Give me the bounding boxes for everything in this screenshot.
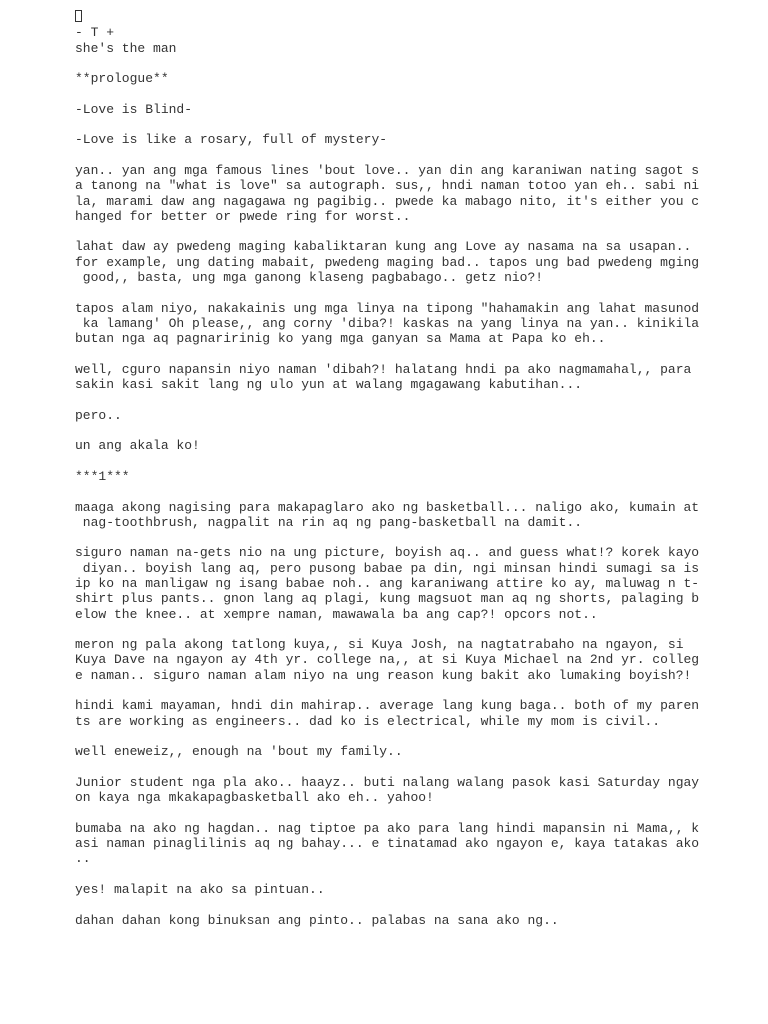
paragraph: [75, 698, 700, 729]
paragraph-line: -Love is Blind-: [75, 101, 193, 117]
document-marker: - T +: [75, 25, 115, 41]
paragraph: [75, 362, 695, 393]
paragraph: [75, 545, 700, 622]
document-title: she's the man: [75, 40, 177, 56]
paragraph-line: ***1***: [75, 468, 130, 484]
paragraph-line: good,, basta, ung mga ganong klaseng pagbabago.. getz nio?!: [75, 270, 544, 286]
paragraph-line: lahat daw ay pwedeng maging kabaliktaran kung ang Love ay nasama na sa usapan..: [75, 239, 692, 255]
paragraph-line: ka lamang' Oh please,, ang corny 'diba?! kaskas na yang linya na yan.. kinikila: [75, 315, 700, 331]
paragraph-line: e naman.. siguro naman alam niyo na ung reason kung bakit ako lumaking boyish?!: [75, 667, 692, 683]
paragraph: [75, 438, 695, 453]
paragraph: [75, 162, 700, 224]
paragraph-line: maaga akong nagising para makapaglaro ako ng basketball... naligo ako, kumain at: [75, 499, 700, 515]
paragraph-line: **prologue**: [75, 71, 169, 87]
paragraph-line: on kaya nga mkakapagbasketball ako eh.. yahoo!: [75, 790, 434, 806]
paragraph-line: shirt plus pants.. gnon lang aq plagi, kung magsuot man aq ng shorts, palaging b: [75, 591, 700, 607]
paragraph-line: elow the knee.. at xempre naman, mawawala ba ang cap?! opcors not..: [75, 606, 598, 622]
paragraph: [75, 820, 700, 867]
paragraph: [75, 882, 695, 897]
paragraph-line: yes! malapit na ako sa pintuan..: [75, 881, 325, 897]
paragraph: [75, 239, 700, 286]
paragraph-line: un ang akala ko!: [75, 438, 200, 454]
document-body: [75, 71, 700, 928]
paragraph-line: pero..: [75, 407, 122, 423]
paragraph: [75, 637, 700, 683]
paragraph-line: ts are working as engineers.. dad ko is electrical, while my mom is civil..: [75, 713, 661, 729]
paragraph-line: dahan dahan kong binuksan ang pinto.. palabas na sana ako ng..: [75, 912, 559, 928]
paragraph-line: nag-toothbrush, nagpalit na rin aq ng pang-basketball na damit..: [75, 514, 583, 530]
paragraph: [75, 408, 695, 423]
paragraph-line: for example, ung dating mabait, pwedeng maging bad.. tapos ung bad pwedeng mging: [75, 254, 700, 270]
paragraph-line: asi naman pinaglilinis aq ng bahay... e tinatamad ako ngayon e, kaya tatakas ako: [75, 836, 700, 852]
paragraph: [75, 132, 695, 147]
document-header-glyph: [75, 10, 695, 25]
paragraph-line: Kuya Dave na ngayon ay 4th yr. college na,, at si Kuya Michael na 2nd yr. colleg: [75, 652, 700, 668]
paragraph-line: well eneweiz,, enough na 'bout my family..: [75, 744, 403, 760]
paragraph-line: well, cguro napansin niyo naman 'dibah?! halatang hndi pa ako nagmamahal,, para: [75, 361, 692, 377]
paragraph: [75, 774, 700, 806]
paragraph: [75, 71, 695, 86]
paragraph-line: Junior student nga pla ako.. haayz.. buti nalang walang pasok kasi Saturday ngay: [75, 774, 700, 790]
paragraph-line: -Love is like a rosary, full of mystery-: [75, 132, 388, 148]
document-page: [75, 10, 700, 943]
paragraph-line: meron ng pala akong tatlong kuya,, si Kuya Josh, na nagtatrabaho na ngayon, si: [75, 637, 684, 653]
paragraph-line: siguro naman na-gets nio na ung picture, boyish aq.. and guess what!? korek kayo: [75, 545, 700, 561]
paragraph-line: bumaba na ako ng hagdan.. nag tiptoe pa ako para lang hindi mapansin ni Mama,, k: [75, 820, 700, 836]
paragraph-line: hanged for better or pwede ring for worst..: [75, 208, 411, 224]
paragraph: [75, 744, 695, 759]
paragraph: [75, 300, 700, 347]
paragraph-line: diyan.. boyish lang aq, pero pusong babae pa din, ngi minsan hindi sumagi sa is: [75, 560, 700, 576]
missing-glyph-icon: [75, 10, 82, 22]
paragraph-line: butan nga aq pagnaririnig ko yang mga ganyan sa Mama at Papa ko eh..: [75, 331, 606, 347]
paragraph-line: la, marami daw ang nagagawa ng pagibig.. pwede ka mabago nito, it's either you c: [75, 193, 700, 209]
paragraph-line: ..: [75, 851, 91, 867]
paragraph-line: a tanong na "what is love" sa autograph. sus,, hndi naman totoo yan eh.. sabi ni: [75, 178, 700, 194]
paragraph-line: tapos alam niyo, nakakainis ung mga linya na tipong "hahamakin ang lahat masunod: [75, 300, 700, 316]
paragraph: [75, 913, 695, 928]
paragraph: [75, 102, 695, 117]
paragraph: [75, 499, 700, 531]
paragraph-line: yan.. yan ang mga famous lines 'bout love.. yan din ang karaniwan nating sagot s: [75, 162, 700, 178]
paragraph-line: hindi kami mayaman, hndi din mahirap.. average lang kung baga.. both of my paren: [75, 698, 700, 714]
paragraph-line: sakin kasi sakit lang ng ulo yun at walang mgagawang kabutihan...: [75, 377, 583, 393]
paragraph: [75, 469, 695, 484]
paragraph-line: ip ko na manligaw ng isang babae noh.. ang karaniwang attire ko ay, maluwag n t-: [75, 575, 700, 591]
